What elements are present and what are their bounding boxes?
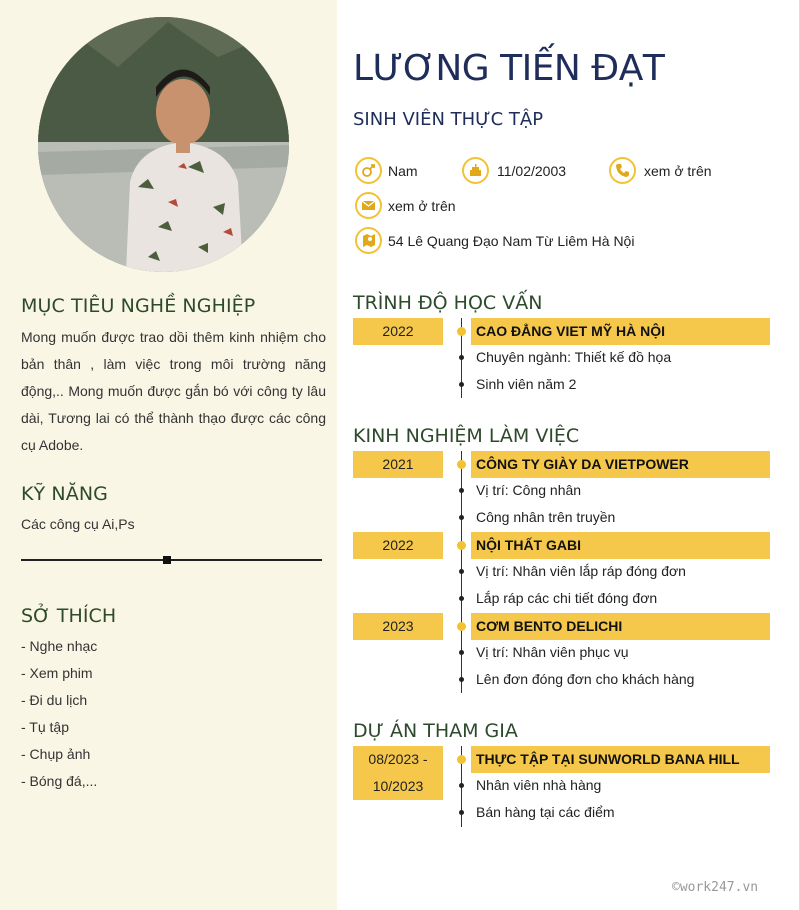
job-company: NỘI THẤT GABI bbox=[471, 532, 770, 559]
bullet-dot bbox=[459, 355, 464, 360]
bullet-dot bbox=[459, 783, 464, 788]
birthday-info bbox=[462, 157, 566, 184]
education-item: Chuyên ngành: Thiết kế đồ họa bbox=[476, 349, 672, 365]
job-year: 2023 bbox=[353, 613, 443, 640]
bullet-dot bbox=[459, 515, 464, 520]
watermark: ©work247.vn bbox=[672, 880, 759, 895]
bullet-dot bbox=[459, 650, 464, 655]
hobbies-list bbox=[21, 633, 97, 795]
hobby-item: - Bóng đá,... bbox=[21, 773, 98, 789]
experience-heading: KINH NGHIỆM LÀM VIỆC bbox=[353, 425, 580, 447]
project-item: Nhân viên nhà hàng bbox=[476, 777, 602, 793]
hobby-item: - Chụp ảnh bbox=[21, 746, 91, 762]
candidate-role: SINH VIÊN THỰC TẬP bbox=[353, 109, 544, 130]
timeline-dot bbox=[457, 541, 466, 550]
timeline-dot bbox=[457, 327, 466, 336]
location-icon bbox=[355, 227, 382, 254]
hobby-item: - Đi du lịch bbox=[21, 692, 88, 708]
email-icon bbox=[355, 192, 382, 219]
objective-text: Mong muốn được trao dồi thêm kinh nhiệm cho bản thân , làm việc trong môi trường năng động,.. Mong muốn được gắn bó với công ty lâu dài, Tương lai có thể thành thạo được các công cụ Adobe. bbox=[21, 329, 326, 453]
address-value: 54 Lê Quang Đạo Nam Từ Liêm Hà Nội bbox=[388, 232, 635, 249]
education-heading: TRÌNH ĐỘ HỌC VẤN bbox=[353, 292, 543, 314]
birthday-cake-icon bbox=[462, 157, 489, 184]
timeline-dot bbox=[457, 755, 466, 764]
job-item: Vị trí: Công nhân bbox=[476, 482, 582, 498]
bullet-dot bbox=[459, 596, 464, 601]
timeline-dot bbox=[457, 460, 466, 469]
job-year: 2022 bbox=[353, 532, 443, 559]
address-info bbox=[355, 227, 634, 254]
candidate-name: LƯƠNG TIẾN ĐẠT bbox=[353, 48, 665, 89]
education-year: 2022 bbox=[353, 318, 443, 345]
hobby-item: - Tụ tập bbox=[21, 719, 69, 735]
bullet-dot bbox=[459, 677, 464, 682]
objective-heading: MỤC TIÊU NGHỀ NGHIỆP bbox=[21, 295, 256, 317]
job-year: 2021 bbox=[353, 451, 443, 478]
gender-info bbox=[355, 157, 418, 184]
avatar bbox=[38, 17, 289, 272]
projects-heading: DỰ ÁN THAM GIA bbox=[353, 720, 518, 742]
bullet-dot bbox=[459, 810, 464, 815]
left-sidebar bbox=[0, 0, 337, 910]
bullet-dot bbox=[459, 488, 464, 493]
project-item: Bán hàng tại các điểm bbox=[476, 804, 615, 820]
bullet-dot bbox=[459, 382, 464, 387]
job-item: Lên đơn đóng đơn cho khách hàng bbox=[476, 671, 695, 687]
birthday-value: 11/02/2003 bbox=[497, 162, 567, 179]
gender-value: Nam bbox=[388, 162, 418, 179]
gender-icon bbox=[355, 157, 382, 184]
education-item: Sinh viên năm 2 bbox=[476, 376, 577, 392]
project-name: THỰC TẬP TẠI SUNWORLD BANA HILL bbox=[471, 746, 770, 773]
job-item: Vị trí: Nhân viên lắp ráp đóng đơn bbox=[476, 563, 686, 579]
job-company: CÔNG TY GIÀY DA VIETPOWER bbox=[471, 451, 770, 478]
bullet-dot bbox=[459, 569, 464, 574]
phone-info bbox=[609, 157, 712, 184]
hobbies-heading: SỞ THÍCH bbox=[21, 605, 117, 627]
project-period-start: 08/2023 - bbox=[368, 751, 428, 767]
phone-value: xem ở trên bbox=[644, 162, 712, 179]
skill-level-bar bbox=[21, 559, 322, 561]
timeline-dot bbox=[457, 622, 466, 631]
skills-text: Các công cụ Ai,Ps bbox=[21, 516, 135, 532]
project-period-end: 10/2023 bbox=[372, 778, 424, 794]
education-school: CAO ĐẲNG VIET MỸ HÀ NỘI bbox=[471, 318, 770, 345]
skill-level-marker bbox=[163, 556, 171, 564]
email-value: xem ở trên bbox=[388, 197, 456, 214]
email-info bbox=[355, 192, 456, 219]
job-item: Lắp ráp các chi tiết đóng đơn bbox=[476, 590, 658, 606]
phone-icon bbox=[609, 157, 636, 184]
job-company: CƠM BENTO DELICHI bbox=[471, 613, 770, 640]
hobby-item: - Nghe nhạc bbox=[21, 638, 98, 654]
hobby-item: - Xem phim bbox=[21, 665, 93, 681]
job-item: Công nhân trên truyền bbox=[476, 509, 616, 525]
job-item: Vị trí: Nhân viên phục vụ bbox=[476, 644, 629, 660]
project-period bbox=[353, 746, 443, 800]
skills-heading: KỸ NĂNG bbox=[21, 483, 108, 505]
